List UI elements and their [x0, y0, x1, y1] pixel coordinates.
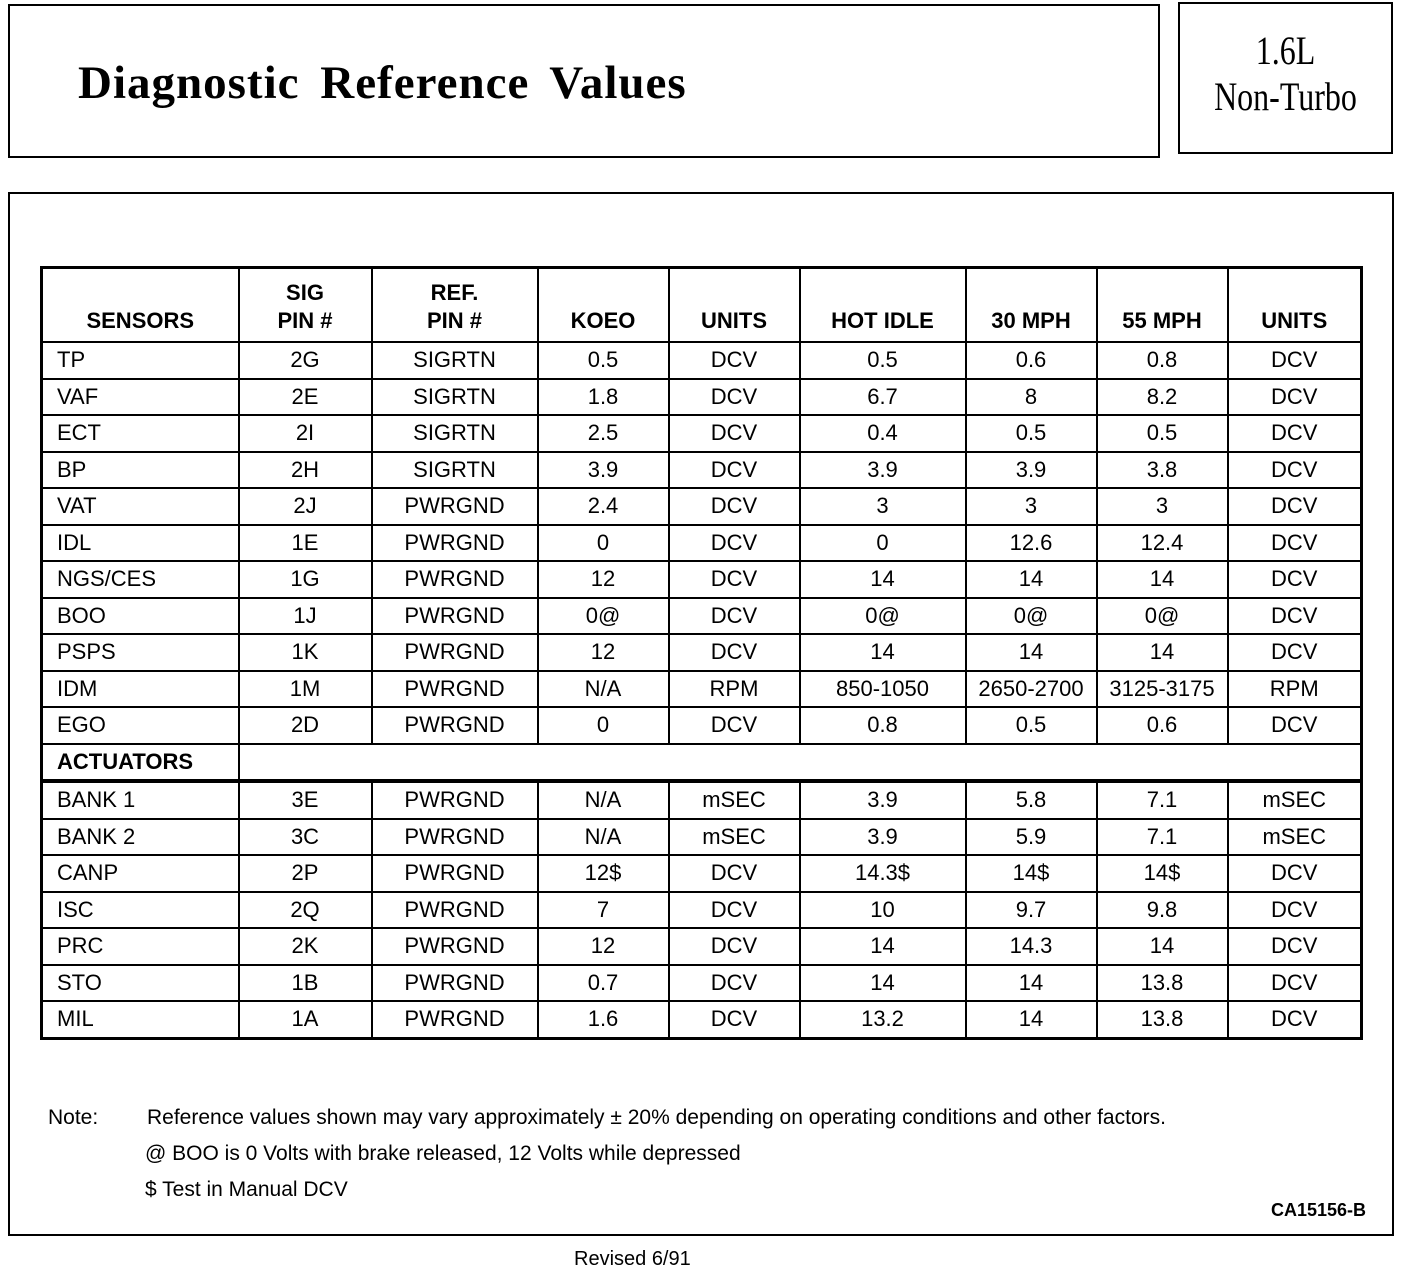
table-cell: PWRGND: [372, 1001, 538, 1038]
table-cell: 7: [538, 892, 669, 929]
table-cell: DCV: [1228, 965, 1362, 1002]
table-cell: 12.6: [966, 525, 1097, 562]
table-cell: 9.7: [966, 892, 1097, 929]
table-cell: 13.8: [1097, 1001, 1228, 1038]
table-cell: PWRGND: [372, 819, 538, 856]
table-cell: 1K: [239, 634, 372, 671]
table-cell: 1M: [239, 671, 372, 708]
sensor-row: [42, 525, 1362, 562]
table-cell: SIGRTN: [372, 415, 538, 452]
table-cell: 2H: [239, 452, 372, 489]
page-title: Diagnostic Reference Values: [78, 57, 687, 109]
engine-box: [1178, 2, 1393, 154]
sensor-row: [42, 415, 1362, 452]
row-label: BP: [42, 452, 239, 489]
table-cell: 0.5: [966, 707, 1097, 744]
table-cell: DCV: [669, 707, 800, 744]
table-cell: 0@: [538, 598, 669, 635]
table-cell: DCV: [1228, 928, 1362, 965]
column-header: UNITS: [1228, 268, 1362, 343]
table-cell: 14$: [966, 855, 1097, 892]
table-cell: 3.9: [966, 452, 1097, 489]
sensor-row: [42, 598, 1362, 635]
row-label: PSPS: [42, 634, 239, 671]
figure-code: CA15156-B: [1270, 1200, 1366, 1220]
table-cell: DCV: [1228, 342, 1362, 379]
table-cell: DCV: [669, 561, 800, 598]
table-cell: DCV: [669, 928, 800, 965]
reference-table: [40, 266, 1363, 1040]
table-cell: 14: [1097, 928, 1228, 965]
table-cell: 13.8: [1097, 965, 1228, 1002]
table-cell: 3.9: [538, 452, 669, 489]
sensor-row: [42, 707, 1362, 744]
table-cell: 1A: [239, 1001, 372, 1038]
table-cell: PWRGND: [372, 525, 538, 562]
note-main: Reference values shown may vary approximately ± 20% depending on operating conditions and other factors.: [147, 1106, 1166, 1129]
table-cell: 8.2: [1097, 379, 1228, 416]
table-cell: 1E: [239, 525, 372, 562]
sensor-row: [42, 488, 1362, 525]
table-cell: 2D: [239, 707, 372, 744]
table-header-row: [42, 268, 1362, 343]
table-cell: 14: [966, 965, 1097, 1002]
table-cell: 3C: [239, 819, 372, 856]
sensor-row: [42, 671, 1362, 708]
table-cell: 0.6: [1097, 707, 1228, 744]
table-cell: PWRGND: [372, 965, 538, 1002]
table-cell: 1.8: [538, 379, 669, 416]
table-cell: 12: [538, 561, 669, 598]
table-cell: 850-1050: [800, 671, 966, 708]
table-cell: N/A: [538, 819, 669, 856]
column-header-line2: PIN #: [277, 308, 333, 333]
column-header: [372, 268, 538, 343]
table-cell: DCV: [669, 1001, 800, 1038]
table-cell: 14.3: [966, 928, 1097, 965]
sensor-row: [42, 379, 1362, 416]
table-cell: N/A: [538, 671, 669, 708]
table-cell: 5.8: [966, 781, 1097, 819]
table-cell: 9.8: [1097, 892, 1228, 929]
table-cell: 13.2: [800, 1001, 966, 1038]
table-cell: DCV: [1228, 1001, 1362, 1038]
column-header-line1: SIG: [286, 280, 324, 305]
table-cell: DCV: [669, 488, 800, 525]
table-cell: 2.4: [538, 488, 669, 525]
row-label: MIL: [42, 1001, 239, 1038]
row-label: BANK 2: [42, 819, 239, 856]
actuator-row: [42, 855, 1362, 892]
engine-type: Non-Turbo: [1214, 74, 1357, 119]
table-cell: 14: [966, 561, 1097, 598]
table-cell: DCV: [1228, 892, 1362, 929]
table-cell: 14: [800, 928, 966, 965]
table-cell: 0.7: [538, 965, 669, 1002]
table-cell: 0.8: [1097, 342, 1228, 379]
table-cell: DCV: [1228, 855, 1362, 892]
column-header: HOT IDLE: [800, 268, 966, 343]
row-label: VAF: [42, 379, 239, 416]
table-cell: 14: [1097, 561, 1228, 598]
table-cell: DCV: [1228, 415, 1362, 452]
table-cell: 2J: [239, 488, 372, 525]
table-cell: PWRGND: [372, 598, 538, 635]
table-cell: DCV: [1228, 379, 1362, 416]
table-cell: RPM: [669, 671, 800, 708]
table-cell: 2K: [239, 928, 372, 965]
table-cell: mSEC: [669, 781, 800, 819]
actuators-section-row: [42, 744, 1362, 782]
table-body: [42, 342, 1362, 1038]
actuator-row: [42, 781, 1362, 819]
row-label: ECT: [42, 415, 239, 452]
table-cell: 14$: [1097, 855, 1228, 892]
actuator-row: [42, 892, 1362, 929]
table-cell: N/A: [538, 781, 669, 819]
table-cell: PWRGND: [372, 634, 538, 671]
column-header-line1: REF.: [430, 280, 479, 305]
table-cell: DCV: [1228, 452, 1362, 489]
table-cell: 3E: [239, 781, 372, 819]
table-cell: DCV: [1228, 634, 1362, 671]
table-cell: 2Q: [239, 892, 372, 929]
table-cell: 0: [538, 525, 669, 562]
table-cell: DCV: [669, 452, 800, 489]
table-cell: DCV: [669, 342, 800, 379]
table-cell: 12$: [538, 855, 669, 892]
row-label: IDL: [42, 525, 239, 562]
actuator-row: [42, 928, 1362, 965]
table-cell: 0.5: [1097, 415, 1228, 452]
table-cell: DCV: [669, 892, 800, 929]
section-spacer: [239, 744, 1362, 782]
table-cell: 3: [1097, 488, 1228, 525]
row-label: BANK 1: [42, 781, 239, 819]
table-cell: 0@: [966, 598, 1097, 635]
table-cell: 0@: [1097, 598, 1228, 635]
reference-panel: [8, 192, 1394, 1236]
row-label: ISC: [42, 892, 239, 929]
table-cell: DCV: [669, 965, 800, 1002]
column-header: 30 MPH: [966, 268, 1097, 343]
table-cell: PWRGND: [372, 892, 538, 929]
table-cell: 1.6: [538, 1001, 669, 1038]
table-cell: 3125-3175: [1097, 671, 1228, 708]
table-cell: RPM: [1228, 671, 1362, 708]
column-header: UNITS: [669, 268, 800, 343]
table-cell: DCV: [1228, 598, 1362, 635]
table-cell: 14: [1097, 634, 1228, 671]
table-cell: 0: [800, 525, 966, 562]
table-cell: 14: [800, 561, 966, 598]
table-cell: 0: [538, 707, 669, 744]
table-cell: 3: [966, 488, 1097, 525]
table-cell: mSEC: [1228, 781, 1362, 819]
table-cell: mSEC: [1228, 819, 1362, 856]
row-label: PRC: [42, 928, 239, 965]
revised-date: Revised 6/91: [574, 1248, 691, 1270]
table-cell: DCV: [669, 634, 800, 671]
row-label: CANP: [42, 855, 239, 892]
table-cell: 3.9: [800, 781, 966, 819]
table-cell: 12: [538, 928, 669, 965]
table-cell: 6.7: [800, 379, 966, 416]
row-label: NGS/CES: [42, 561, 239, 598]
table-cell: 3.8: [1097, 452, 1228, 489]
title-box: [8, 4, 1160, 158]
table-cell: 14: [800, 965, 966, 1002]
table-cell: PWRGND: [372, 488, 538, 525]
row-label: IDM: [42, 671, 239, 708]
column-header: KOEO: [538, 268, 669, 343]
engine-size: 1.6L: [1255, 28, 1316, 73]
table-cell: 12.4: [1097, 525, 1228, 562]
table-cell: 2.5: [538, 415, 669, 452]
table-cell: 2E: [239, 379, 372, 416]
table-cell: 7.1: [1097, 819, 1228, 856]
note-dollar: $ Test in Manual DCV: [145, 1178, 348, 1201]
table-cell: DCV: [669, 525, 800, 562]
table-cell: 3.9: [800, 819, 966, 856]
table-cell: SIGRTN: [372, 452, 538, 489]
table-cell: SIGRTN: [372, 342, 538, 379]
row-label: TP: [42, 342, 239, 379]
column-header: SENSORS: [42, 268, 239, 343]
table-cell: DCV: [1228, 488, 1362, 525]
table-cell: 14: [966, 634, 1097, 671]
table-cell: DCV: [1228, 561, 1362, 598]
table-cell: DCV: [669, 855, 800, 892]
table-cell: 0.4: [800, 415, 966, 452]
table-cell: 0.5: [538, 342, 669, 379]
row-label: EGO: [42, 707, 239, 744]
sensor-row: [42, 634, 1362, 671]
note-boo: @ BOO is 0 Volts with brake released, 12 Volts while depressed: [145, 1142, 741, 1165]
table-cell: 1J: [239, 598, 372, 635]
table-cell: 0@: [800, 598, 966, 635]
column-header: 55 MPH: [1097, 268, 1228, 343]
sensor-row: [42, 342, 1362, 379]
actuator-row: [42, 1001, 1362, 1038]
table-cell: PWRGND: [372, 928, 538, 965]
table-cell: 2G: [239, 342, 372, 379]
table-cell: 5.9: [966, 819, 1097, 856]
table-cell: 14: [966, 1001, 1097, 1038]
table-cell: DCV: [1228, 707, 1362, 744]
table-cell: PWRGND: [372, 561, 538, 598]
table-cell: mSEC: [669, 819, 800, 856]
row-label: BOO: [42, 598, 239, 635]
table-cell: 8: [966, 379, 1097, 416]
column-header-line2: PIN #: [426, 308, 483, 333]
table-cell: 3.9: [800, 452, 966, 489]
row-label: VAT: [42, 488, 239, 525]
table-cell: DCV: [1228, 525, 1362, 562]
sensor-row: [42, 561, 1362, 598]
table-cell: 0.6: [966, 342, 1097, 379]
table-cell: 14: [800, 634, 966, 671]
table-cell: 12: [538, 634, 669, 671]
table-cell: DCV: [669, 415, 800, 452]
table-cell: 3: [800, 488, 966, 525]
table-cell: 10: [800, 892, 966, 929]
table-cell: 0.8: [800, 707, 966, 744]
row-label: STO: [42, 965, 239, 1002]
note-label: Note:: [48, 1106, 99, 1129]
table-cell: 7.1: [1097, 781, 1228, 819]
table-cell: 2650-2700: [966, 671, 1097, 708]
table-cell: DCV: [669, 598, 800, 635]
table-cell: 2I: [239, 415, 372, 452]
column-header: [239, 268, 372, 343]
table-cell: 1B: [239, 965, 372, 1002]
actuators-section-label: ACTUATORS: [42, 744, 239, 782]
table-cell: 14.3$: [800, 855, 966, 892]
table-cell: DCV: [669, 379, 800, 416]
table-cell: PWRGND: [372, 671, 538, 708]
table-cell: 1G: [239, 561, 372, 598]
actuator-row: [42, 965, 1362, 1002]
table-cell: 0.5: [966, 415, 1097, 452]
actuator-row: [42, 819, 1362, 856]
table-cell: PWRGND: [372, 707, 538, 744]
table-cell: PWRGND: [372, 855, 538, 892]
sensor-row: [42, 452, 1362, 489]
table-cell: PWRGND: [372, 781, 538, 819]
table-cell: 0.5: [800, 342, 966, 379]
table-cell: SIGRTN: [372, 379, 538, 416]
table-cell: 2P: [239, 855, 372, 892]
